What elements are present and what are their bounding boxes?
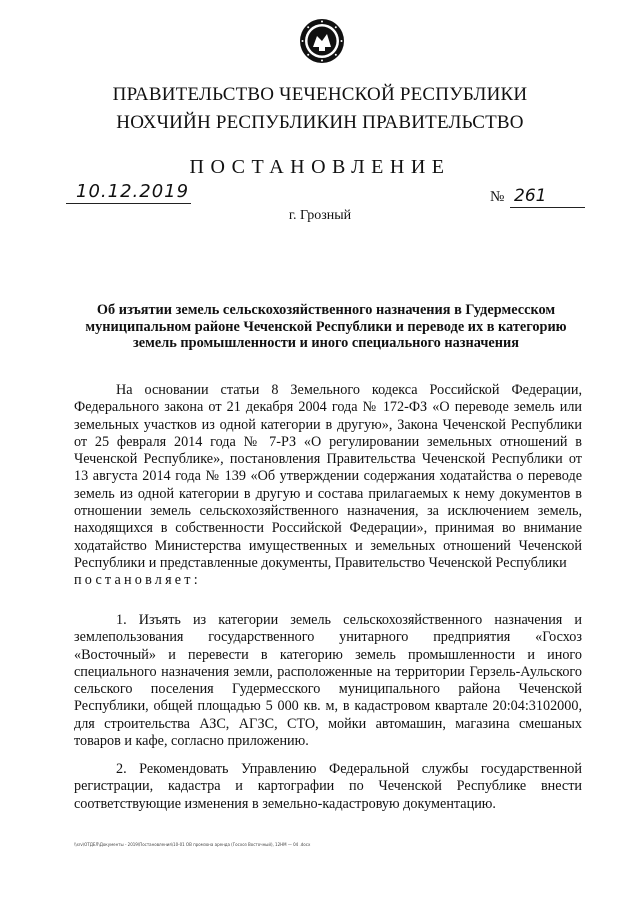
preamble-text: На основании статьи 8 Земельного кодекса Российской Федерации, Федерального закона от 21 декабря 2004 года № 172-ФЗ «О переводе земель или земельных участков из одной категории в другую», Закона Чеченской Республики от 25 февраля 2014 года № 7-РЗ «О регулировании земельных отношений в Чеченской Республике», постановления Правительства Чеченской Республики от 13 августа 2014 года № 139 «Об утверждении содержания ходатайства о переводе земель из одной категории в другую и состава прилагаемых к нему документов в отношении земель сельскохозяйственного назначения, за исключением земель, находящихся в собственности Российской Федерации», принимая во внимание ходатайство Министерства имущественных и земельных отношений Чеченской Республики и представленные документы, Правительство Чеченской Республики	[74, 382, 582, 571]
file-path-footer: \\srv\ОТДЕЛ\Документы - 2019\Постановления\10-01 ОВ промзона аренда (Госхоз Восточный), 12НМ — 04 .docx	[74, 842, 311, 847]
government-name-russian: ПРАВИТЕЛЬСТВО ЧЕЧЕНСКОЙ РЕСПУБЛИКИ	[112, 84, 528, 105]
item-1-text: 1. Изъять из категории земель сельскохозяйственного назначения и землепользования государственного унитарного предприятия «Госхоз «Восточный» и перевести в категорию земель промышленности и иного специального назначения земли, расположенные на территории Герзель-Аульского сельского поселения Гудермесского муниципального района Чеченской Республики, общей площадью 5 000 кв. м, в кадастровом квартале 20:04:3102000, для строительства АЗС, АГЗС, СТО, мойки автомашин, магазина смешаных товаров и кафе, согласно приложению.	[74, 612, 582, 750]
item-1-paragraph	[74, 612, 582, 750]
document-number-label: №	[490, 189, 505, 205]
preamble-paragraph	[74, 382, 582, 590]
item-2-text: 2. Рекомендовать Управлению Федеральной службы государственной регистрации, кадастра и картографии по Чеченской Республике внести соответствующие изменения в земельно-кадастровую документацию.	[74, 761, 582, 812]
date-underline	[66, 203, 191, 204]
government-name-chechen: НОХЧИЙН РЕСПУБЛИКИН ПРАВИТЕЛЬСТВО	[116, 112, 524, 133]
document-title: Об изъятии земель сельскохозяйственного назначения в Гудермесском муниципальном районе Чеченской Республики и переводе их в категорию земель промышленности и иного специального назначения	[85, 302, 567, 351]
chechen-republic-emblem-icon	[299, 18, 345, 64]
document-number: 261	[514, 186, 547, 206]
document-type: ПОСТАНОВЛЕНИЕ	[189, 156, 451, 178]
document-city: г. Грозный	[288, 208, 352, 223]
document-date: 10.12.2019	[76, 181, 190, 202]
resolve-word: постановляет:	[74, 572, 201, 589]
item-2-paragraph	[74, 761, 582, 813]
